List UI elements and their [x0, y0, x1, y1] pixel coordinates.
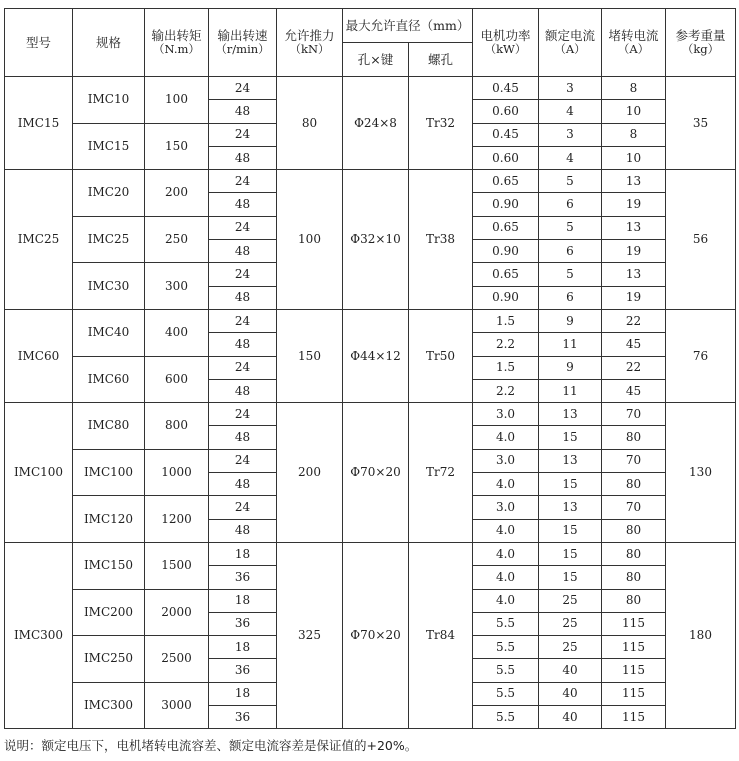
stall-current-cell: 45	[602, 379, 666, 402]
screw-hole-cell: Tr50	[409, 309, 473, 402]
stall-current-cell: 80	[602, 473, 666, 496]
stall-current-cell: 8	[602, 77, 666, 100]
speed-cell: 48	[209, 286, 277, 309]
weight-cell: 56	[666, 170, 736, 310]
rated-current-cell: 15	[539, 426, 602, 449]
power-cell: 5.5	[473, 706, 539, 729]
power-cell: 5.5	[473, 612, 539, 635]
power-cell: 4.0	[473, 542, 539, 565]
table-row	[5, 403, 736, 426]
torque-cell: 800	[145, 403, 209, 450]
speed-cell: 24	[209, 356, 277, 379]
power-cell: 0.45	[473, 77, 539, 100]
stall-current-cell: 70	[602, 496, 666, 519]
stall-current-cell: 22	[602, 309, 666, 332]
header-power: 电机功率 （kW）	[473, 9, 539, 77]
power-cell: 3.0	[473, 403, 539, 426]
header-model: 型号	[5, 9, 73, 77]
model-cell: IMC60	[5, 309, 73, 402]
hole-key-cell: Φ44×12	[343, 309, 409, 402]
model-cell: IMC25	[5, 170, 73, 310]
power-cell: 0.65	[473, 170, 539, 193]
rated-current-cell: 25	[539, 636, 602, 659]
header-torque-unit: （N.m）	[153, 42, 200, 56]
header-rated-current: 额定电流 （A）	[539, 9, 602, 77]
spec-cell: IMC300	[73, 682, 145, 729]
rated-current-cell: 25	[539, 589, 602, 612]
table-row	[5, 77, 736, 100]
rated-current-cell: 4	[539, 100, 602, 123]
power-cell: 0.90	[473, 286, 539, 309]
thrust-cell: 325	[277, 542, 343, 728]
table-body	[5, 77, 736, 729]
speed-cell: 48	[209, 519, 277, 542]
power-cell: 3.0	[473, 449, 539, 472]
speed-cell: 18	[209, 542, 277, 565]
power-cell: 4.0	[473, 473, 539, 496]
spec-cell: IMC150	[73, 542, 145, 589]
speed-cell: 48	[209, 333, 277, 356]
stall-current-cell: 10	[602, 100, 666, 123]
power-cell: 0.65	[473, 263, 539, 286]
stall-current-cell: 19	[602, 240, 666, 263]
speed-cell: 24	[209, 403, 277, 426]
rated-current-cell: 9	[539, 309, 602, 332]
spec-cell: IMC10	[73, 77, 145, 124]
model-cell: IMC15	[5, 77, 73, 170]
rated-current-cell: 3	[539, 123, 602, 146]
header-max-diameter: 最大允许直径（mm）	[343, 9, 473, 43]
stall-current-cell: 115	[602, 682, 666, 705]
stall-current-cell: 80	[602, 589, 666, 612]
weight-cell: 76	[666, 309, 736, 402]
thrust-cell: 150	[277, 309, 343, 402]
power-cell: 2.2	[473, 333, 539, 356]
torque-cell: 600	[145, 356, 209, 403]
rated-current-cell: 11	[539, 333, 602, 356]
spec-cell: IMC20	[73, 170, 145, 217]
torque-cell: 1200	[145, 496, 209, 543]
thrust-cell: 80	[277, 77, 343, 170]
weight-cell: 180	[666, 542, 736, 728]
speed-cell: 18	[209, 589, 277, 612]
speed-cell: 24	[209, 170, 277, 193]
speed-cell: 24	[209, 449, 277, 472]
header-speed: 输出转速 （r/min）	[209, 9, 277, 77]
rated-current-cell: 40	[539, 682, 602, 705]
stall-current-cell: 70	[602, 403, 666, 426]
thrust-cell: 200	[277, 403, 343, 543]
speed-cell: 48	[209, 100, 277, 123]
speed-cell: 24	[209, 77, 277, 100]
screw-hole-cell: Tr72	[409, 403, 473, 543]
torque-cell: 200	[145, 170, 209, 217]
header-stall-current-unit: （A）	[617, 42, 650, 56]
rated-current-cell: 5	[539, 216, 602, 239]
header-screw-hole: 螺孔	[409, 43, 473, 77]
speed-cell: 48	[209, 426, 277, 449]
speed-cell: 24	[209, 496, 277, 519]
stall-current-cell: 115	[602, 612, 666, 635]
stall-current-cell: 13	[602, 170, 666, 193]
speed-cell: 24	[209, 216, 277, 239]
rated-current-cell: 40	[539, 706, 602, 729]
table-row	[5, 542, 736, 565]
header-stall-current: 堵转电流 （A）	[602, 9, 666, 77]
stall-current-cell: 115	[602, 659, 666, 682]
speed-cell: 48	[209, 193, 277, 216]
power-cell: 4.0	[473, 426, 539, 449]
rated-current-cell: 15	[539, 519, 602, 542]
spec-cell: IMC60	[73, 356, 145, 403]
rated-current-cell: 6	[539, 286, 602, 309]
power-cell: 4.0	[473, 589, 539, 612]
header-power-unit: （kW）	[484, 42, 527, 56]
rated-current-cell: 11	[539, 379, 602, 402]
power-cell: 5.5	[473, 636, 539, 659]
header-spec: 规格	[73, 9, 145, 77]
model-cell: IMC100	[5, 403, 73, 543]
power-cell: 0.60	[473, 146, 539, 169]
rated-current-cell: 13	[539, 449, 602, 472]
power-cell: 0.60	[473, 100, 539, 123]
rated-current-cell: 15	[539, 566, 602, 589]
torque-cell: 1500	[145, 542, 209, 589]
power-cell: 4.0	[473, 519, 539, 542]
torque-cell: 2500	[145, 636, 209, 683]
stall-current-cell: 45	[602, 333, 666, 356]
spec-cell: IMC30	[73, 263, 145, 310]
stall-current-cell: 22	[602, 356, 666, 379]
rated-current-cell: 13	[539, 403, 602, 426]
stall-current-cell: 10	[602, 146, 666, 169]
screw-hole-cell: Tr32	[409, 77, 473, 170]
speed-cell: 36	[209, 566, 277, 589]
stall-current-cell: 80	[602, 519, 666, 542]
spec-cell: IMC15	[73, 123, 145, 170]
power-cell: 3.0	[473, 496, 539, 519]
header-speed-unit: （r/min）	[215, 42, 270, 56]
stall-current-cell: 19	[602, 286, 666, 309]
rated-current-cell: 6	[539, 240, 602, 263]
power-cell: 2.2	[473, 379, 539, 402]
stall-current-cell: 70	[602, 449, 666, 472]
rated-current-cell: 4	[539, 146, 602, 169]
table-header	[5, 9, 736, 77]
speed-cell: 48	[209, 379, 277, 402]
hole-key-cell: Φ24×8	[343, 77, 409, 170]
rated-current-cell: 6	[539, 193, 602, 216]
speed-cell: 18	[209, 682, 277, 705]
power-cell: 0.45	[473, 123, 539, 146]
model-cell: IMC300	[5, 542, 73, 728]
header-thrust-unit: （kN）	[289, 42, 330, 56]
stall-current-cell: 13	[602, 216, 666, 239]
power-cell: 1.5	[473, 356, 539, 379]
power-cell: 1.5	[473, 309, 539, 332]
speed-cell: 36	[209, 659, 277, 682]
spec-cell: IMC200	[73, 589, 145, 636]
torque-cell: 2000	[145, 589, 209, 636]
speed-cell: 36	[209, 612, 277, 635]
torque-cell: 100	[145, 77, 209, 124]
rated-current-cell: 25	[539, 612, 602, 635]
spec-cell: IMC25	[73, 216, 145, 263]
power-cell: 0.65	[473, 216, 539, 239]
torque-cell: 150	[145, 123, 209, 170]
stall-current-cell: 19	[602, 193, 666, 216]
speed-cell: 36	[209, 706, 277, 729]
spec-cell: IMC120	[73, 496, 145, 543]
stall-current-cell: 80	[602, 542, 666, 565]
weight-cell: 130	[666, 403, 736, 543]
spec-cell: IMC250	[73, 636, 145, 683]
table-row	[5, 170, 736, 193]
stall-current-cell: 80	[602, 426, 666, 449]
table-row	[5, 309, 736, 332]
power-cell: 5.5	[473, 682, 539, 705]
hole-key-cell: Φ70×20	[343, 542, 409, 728]
torque-cell: 400	[145, 309, 209, 356]
spec-cell: IMC80	[73, 403, 145, 450]
stall-current-cell: 115	[602, 706, 666, 729]
header-torque: 输出转矩 （N.m）	[145, 9, 209, 77]
speed-cell: 24	[209, 123, 277, 146]
stall-current-cell: 80	[602, 566, 666, 589]
rated-current-cell: 9	[539, 356, 602, 379]
header-thrust: 允许推力 （kN）	[277, 9, 343, 77]
footnote: 说明：额定电压下，电机堵转电流容差、额定电流容差是保证值的+20%。	[4, 738, 418, 753]
rated-current-cell: 40	[539, 659, 602, 682]
torque-cell: 3000	[145, 682, 209, 729]
header-rated-current-unit: （A）	[554, 42, 586, 56]
torque-cell: 1000	[145, 449, 209, 496]
rated-current-cell: 15	[539, 473, 602, 496]
rated-current-cell: 15	[539, 542, 602, 565]
spec-cell: IMC100	[73, 449, 145, 496]
weight-cell: 35	[666, 77, 736, 170]
header-weight: 参考重量 （kg）	[666, 9, 736, 77]
speed-cell: 24	[209, 309, 277, 332]
power-cell: 4.0	[473, 566, 539, 589]
header-weight-unit: （kg）	[681, 42, 720, 56]
torque-cell: 250	[145, 216, 209, 263]
speed-cell: 48	[209, 240, 277, 263]
screw-hole-cell: Tr38	[409, 170, 473, 310]
header-hole-key: 孔×键	[343, 43, 409, 77]
rated-current-cell: 5	[539, 263, 602, 286]
hole-key-cell: Φ32×10	[343, 170, 409, 310]
speed-cell: 24	[209, 263, 277, 286]
speed-cell: 48	[209, 473, 277, 496]
spec-table	[4, 8, 736, 729]
power-cell: 0.90	[473, 240, 539, 263]
stall-current-cell: 8	[602, 123, 666, 146]
power-cell: 0.90	[473, 193, 539, 216]
rated-current-cell: 3	[539, 77, 602, 100]
stall-current-cell: 13	[602, 263, 666, 286]
thrust-cell: 100	[277, 170, 343, 310]
spec-cell: IMC40	[73, 309, 145, 356]
rated-current-cell: 5	[539, 170, 602, 193]
speed-cell: 18	[209, 636, 277, 659]
torque-cell: 300	[145, 263, 209, 310]
hole-key-cell: Φ70×20	[343, 403, 409, 543]
screw-hole-cell: Tr84	[409, 542, 473, 728]
rated-current-cell: 13	[539, 496, 602, 519]
stall-current-cell: 115	[602, 636, 666, 659]
power-cell: 5.5	[473, 659, 539, 682]
speed-cell: 48	[209, 146, 277, 169]
